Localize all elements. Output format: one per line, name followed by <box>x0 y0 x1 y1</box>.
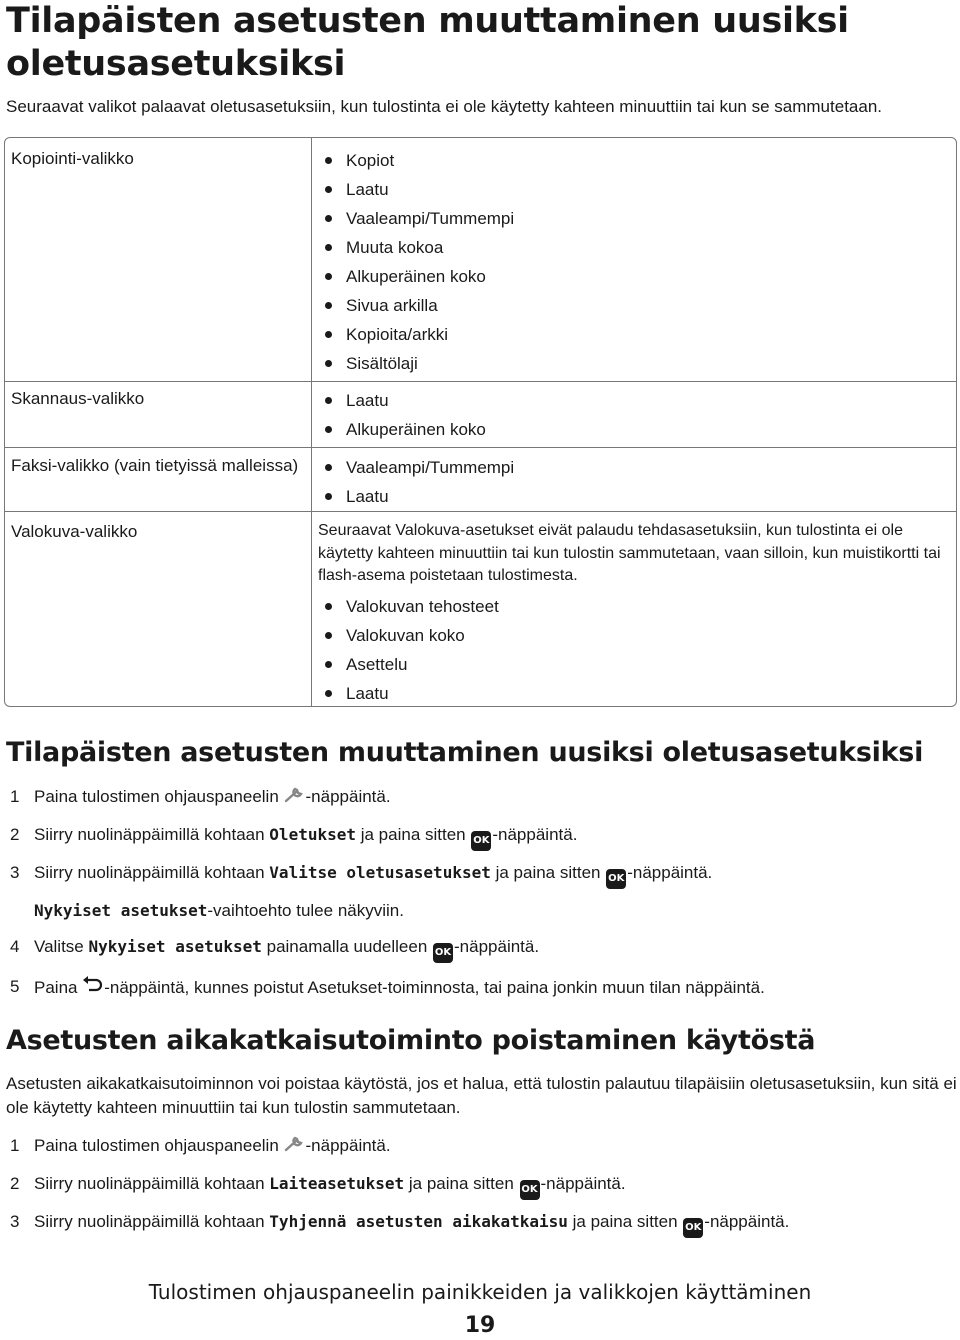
step-continuation <box>34 900 956 922</box>
step-item <box>6 936 956 976</box>
menu-code: Laiteasetukset <box>269 1174 405 1193</box>
scan-menu-list <box>323 390 486 448</box>
step-text: -näppäintä. <box>627 863 713 882</box>
step-text: Siirry nuolinäppäimillä kohtaan <box>34 825 270 844</box>
ok-icon: OK <box>433 943 453 963</box>
list-item: Kopioita/arkki <box>323 324 514 353</box>
menu-code: Nykyiset asetukset <box>34 901 208 920</box>
step-number: 5 <box>10 977 20 996</box>
list-item: Asettelu <box>323 654 499 683</box>
step-text: -näppäintä, kunnes poistut Asetukset-toiminnosta, tai paina jonkin muun tilan näppäintä. <box>104 978 765 997</box>
steps-list <box>6 786 956 1014</box>
photo-menu-list <box>323 596 499 712</box>
list-item: Sisältölaji <box>323 353 514 382</box>
step-text: -näppäintä. <box>305 787 391 806</box>
footer-title: Tulostimen ohjauspaneelin painikkeiden ja valikkojen käyttäminen <box>148 1280 812 1304</box>
page-title: Tilapäisten asetusten muuttaminen uusiksi oletusasetuksiksi <box>6 1 849 84</box>
list-item: Muuta kokoa <box>323 237 514 266</box>
section-heading: Tilapäisten asetusten muuttaminen uusiksi oletusasetuksiksi <box>6 737 924 768</box>
steps-list <box>6 1135 956 1249</box>
step-text: Valitse <box>34 937 89 956</box>
step-item <box>6 824 956 862</box>
row-label-copy: Kopiointi-valikko <box>11 149 134 168</box>
back-icon <box>82 976 104 996</box>
step-text: ja paina sitten <box>567 1212 683 1231</box>
list-item: Laatu <box>323 683 499 712</box>
settings-table <box>4 137 957 707</box>
menu-code: Nykyiset asetukset <box>88 937 262 956</box>
row-label-photo: Valokuva-valikko <box>11 522 138 541</box>
step-text: -vaihtoehto tulee näkyviin. <box>207 901 404 920</box>
fax-menu-list <box>323 457 514 515</box>
step-number: 3 <box>10 863 20 882</box>
step-text: ja paina sitten <box>356 825 471 844</box>
list-item: Vaaleampi/Tummempi <box>323 457 514 486</box>
step-number: 3 <box>10 1212 20 1231</box>
step-text: Paina tulostimen ohjauspaneelin <box>34 787 284 806</box>
list-item: Kopiot <box>323 150 514 179</box>
wrench-icon <box>284 1135 306 1153</box>
section-paragraph: Asetusten aikakatkaisutoiminnon voi poistaa käytöstä, jos et halua, että tulostin palautuu tilapäisiin oletusasetuksiin, kun sitä ei ole käytetty kahteen minuuttiin tai kun tulostin sammutetaan. <box>6 1074 957 1117</box>
step-text: -näppäintä. <box>492 825 578 844</box>
intro-text: Seuraavat valikot palaavat oletusasetuksiin, kun tulostinta ei ole käytetty kahteen minuuttiin tai kun se sammutetaan. <box>6 97 882 116</box>
step-number: 4 <box>10 937 20 956</box>
section-heading: Asetusten aikakatkaisutoiminto poistaminen käytöstä <box>6 1025 816 1056</box>
step-number: 1 <box>10 1136 20 1155</box>
step-text: Siirry nuolinäppäimillä kohtaan <box>34 1212 270 1231</box>
step-text: -näppäintä. <box>540 1174 626 1193</box>
step-item <box>6 1135 956 1173</box>
ok-icon: OK <box>606 869 626 889</box>
step-text: -näppäintä. <box>704 1212 790 1231</box>
copy-menu-list <box>323 150 514 382</box>
list-item: Alkuperäinen koko <box>323 419 486 448</box>
step-text: Paina tulostimen ohjauspaneelin <box>34 1136 284 1155</box>
step-number: 2 <box>10 825 20 844</box>
page-number: 19 <box>464 1313 496 1338</box>
step-number: 1 <box>10 787 20 806</box>
ok-icon: OK <box>471 831 491 851</box>
step-item <box>6 1211 956 1249</box>
menu-code: Valitse oletusasetukset <box>269 863 491 882</box>
list-item: Laatu <box>323 486 514 515</box>
menu-code: Tyhjennä asetusten aikakatkaisu <box>269 1212 568 1231</box>
ok-icon: OK <box>520 1180 540 1200</box>
step-text: Paina <box>34 978 83 997</box>
list-item: Valokuvan tehosteet <box>323 596 499 625</box>
step-text: ja paina sitten <box>404 1174 519 1193</box>
step-text: painamalla uudelleen <box>261 937 433 956</box>
step-item <box>6 786 956 824</box>
list-item: Laatu <box>323 390 486 419</box>
step-text: Siirry nuolinäppäimillä kohtaan <box>34 1174 270 1193</box>
step-item <box>6 1173 956 1211</box>
list-item: Laatu <box>323 179 514 208</box>
menu-code: Oletukset <box>269 825 356 844</box>
row-label-scan: Skannaus-valikko <box>11 389 145 408</box>
step-item <box>6 862 956 936</box>
list-item: Valokuvan koko <box>323 625 499 654</box>
step-text: -näppäintä. <box>305 1136 391 1155</box>
step-text: Siirry nuolinäppäimillä kohtaan <box>34 863 270 882</box>
column-divider <box>311 138 312 706</box>
ok-icon: OK <box>683 1218 703 1238</box>
step-text: -näppäintä. <box>454 937 540 956</box>
photo-note: Seuraavat Valokuva-asetukset eivät palaudu tehdasasetuksiin, kun tulostinta ei ole käytetty kahteen minuuttiin tai kun tulostin sammutetaan, vaan silloin, kun muistikortti tai flash-asema poistetaan tulostimesta. <box>318 522 941 584</box>
list-item: Vaaleampi/Tummempi <box>323 208 514 237</box>
row-label-fax: Faksi-valikko (vain tietyissä malleissa) <box>11 456 299 475</box>
wrench-icon <box>284 786 306 804</box>
step-number: 2 <box>10 1174 20 1193</box>
step-text: ja paina sitten <box>490 863 606 882</box>
step-item <box>6 976 956 1014</box>
list-item: Alkuperäinen koko <box>323 266 514 295</box>
list-item: Sivua arkilla <box>323 295 514 324</box>
